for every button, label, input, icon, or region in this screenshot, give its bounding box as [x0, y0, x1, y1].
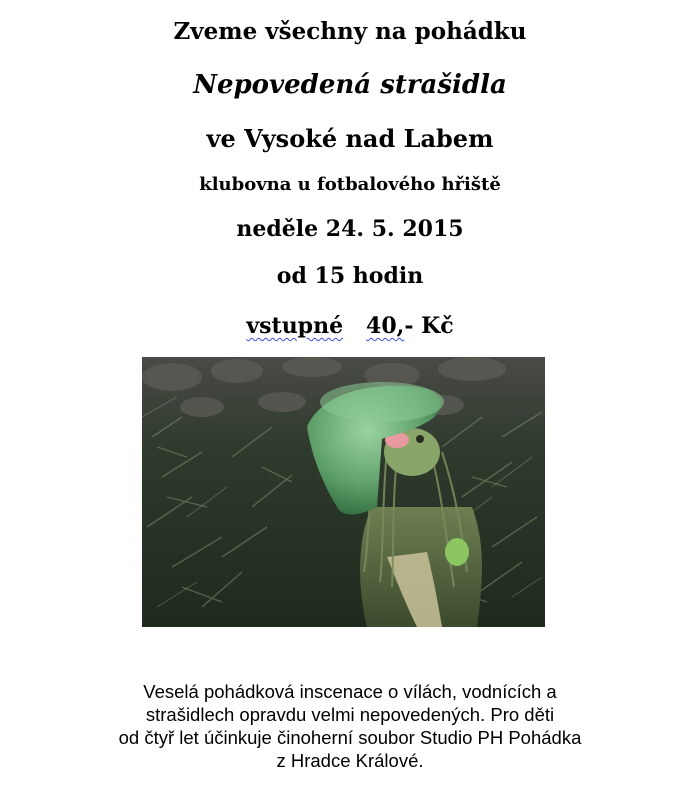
event-venue: klubovna u fotbalového hřiště	[199, 174, 501, 195]
description-line: z Hradce Králové.	[276, 750, 424, 771]
entry-fee-value: 40,	[366, 313, 405, 339]
event-photo	[142, 357, 545, 627]
entry-fee-label: vstupné	[246, 313, 344, 339]
event-date: neděle 24. 5. 2015	[236, 216, 464, 242]
description-line: od čtyř let účinkuje činoherní soubor Studio PH Pohádka	[118, 727, 582, 748]
event-time: od 15 hodin	[276, 263, 424, 289]
description-line: strašidlech opravdu velmi nepovedených. Pro děti	[145, 704, 555, 725]
entry-fee-currency: - Kč	[404, 313, 454, 339]
description-line: Veselá pohádková inscenace o vílách, vodnících a	[143, 681, 557, 702]
event-place: ve Vysoké nad Labem	[206, 124, 494, 153]
show-title: Nepovedená strašidla	[193, 70, 507, 100]
event-description	[40, 680, 660, 772]
entry-fee	[0, 313, 682, 339]
invitation-heading: Zveme všechny na pohádku	[173, 18, 527, 45]
